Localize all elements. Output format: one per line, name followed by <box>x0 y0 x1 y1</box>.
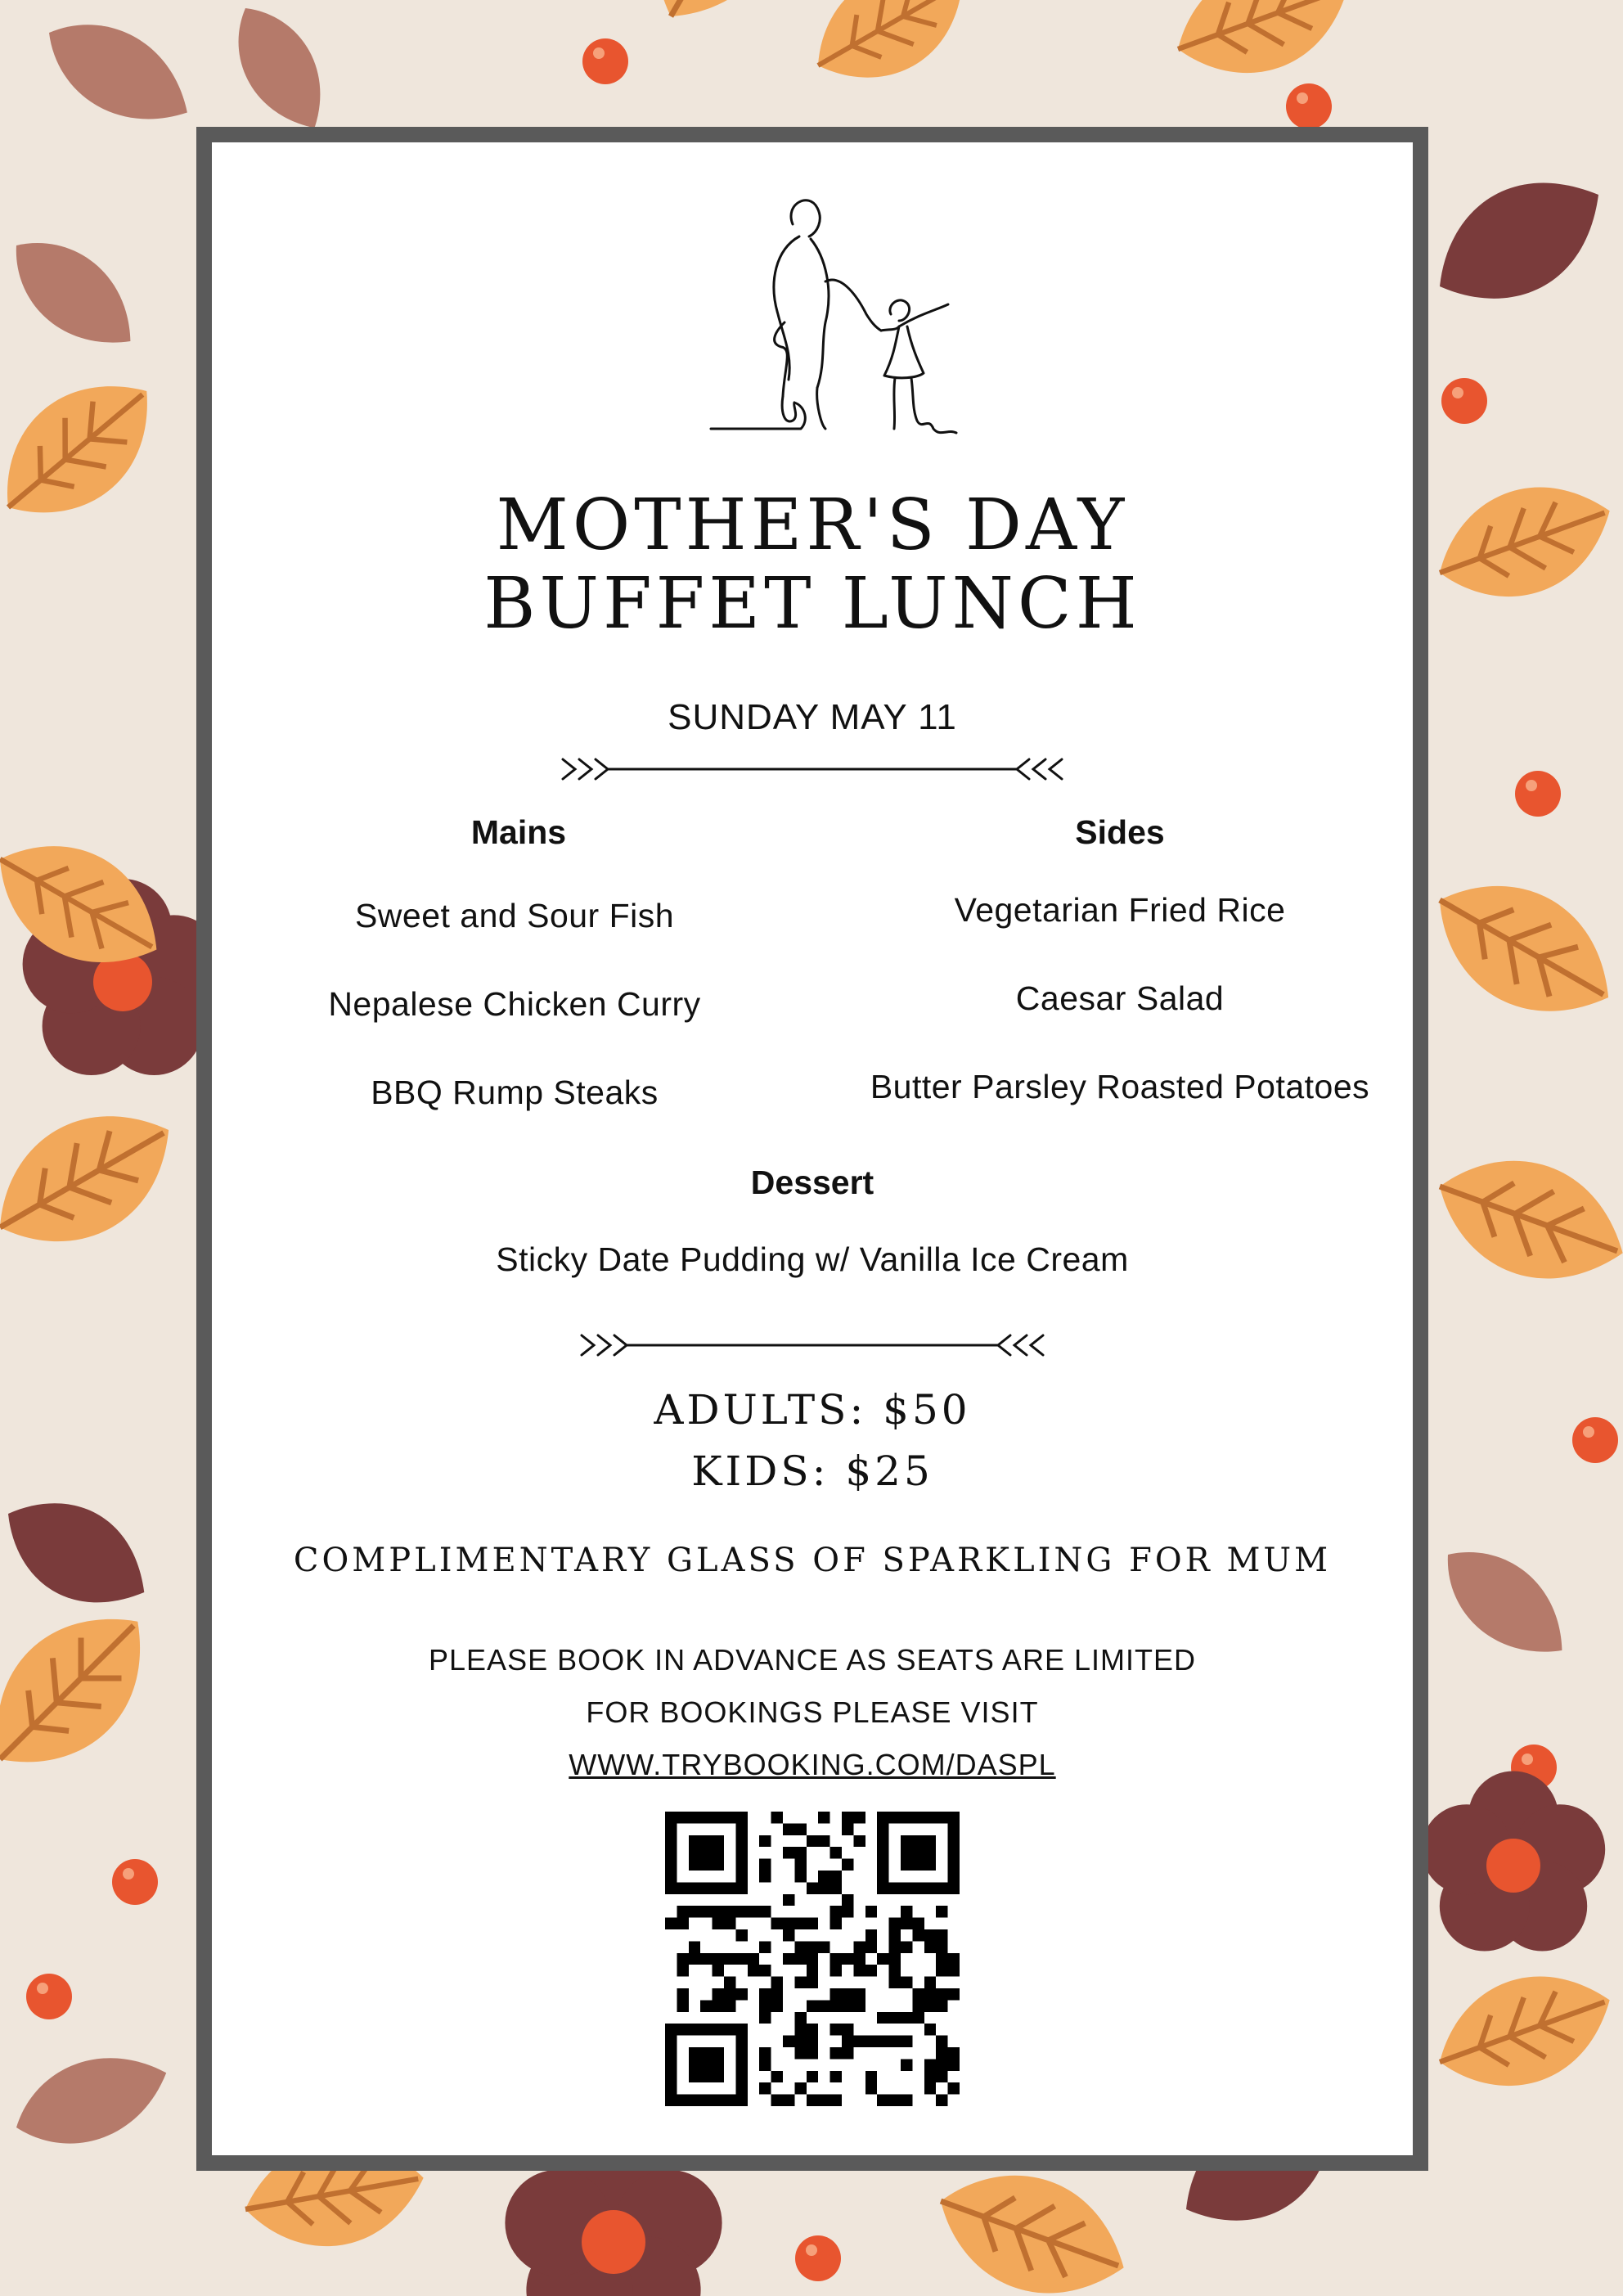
mains-item-3: BBQ Rump Steaks <box>371 1074 659 1111</box>
booking-instruction: FOR BOOKINGS PLEASE VISIT <box>586 1695 1039 1729</box>
price-kids: KIDS: $25 <box>691 1447 933 1495</box>
arrow-divider-bottom <box>578 1321 1047 1370</box>
poster-card <box>212 142 1413 2155</box>
sides-item-2: Caesar Salad <box>1015 979 1225 1017</box>
complimentary-offer: COMPLIMENTARY GLASS OF SPARKLING FOR MUM <box>293 1542 1332 1579</box>
dessert-item-1: Sticky Date Pudding w/ Vanilla Ice Cream <box>496 1240 1129 1278</box>
sides-item-1: Vegetarian Fried Rice <box>954 891 1286 929</box>
price-adults: ADULTS: $50 <box>654 1386 971 1434</box>
mother-child-line-art-icon <box>703 191 997 453</box>
arrow-divider-top <box>559 745 1066 794</box>
booking-url-link[interactable]: WWW.TRYBOOKING.COM/DASPL <box>569 1748 1056 1781</box>
event-date: SUNDAY MAY 11 <box>668 697 957 737</box>
qr-code-icon[interactable] <box>665 1812 960 2106</box>
mains-item-1: Sweet and Sour Fish <box>354 897 675 934</box>
event-title <box>212 486 1413 643</box>
mains-item-2: Nepalese Chicken Curry <box>328 985 701 1023</box>
title-line-2: BUFFET LUNCH <box>483 563 1141 645</box>
dessert-heading: Dessert <box>750 1164 874 1201</box>
sides-heading: Sides <box>1075 813 1165 851</box>
mains-heading: Mains <box>470 813 567 851</box>
booking-note: PLEASE BOOK IN ADVANCE AS SEATS ARE LIMITED <box>429 1643 1196 1677</box>
sides-item-3: Butter Parsley Roasted Potatoes <box>870 1068 1370 1105</box>
title-line-1: MOTHER'S DAY <box>496 484 1129 566</box>
